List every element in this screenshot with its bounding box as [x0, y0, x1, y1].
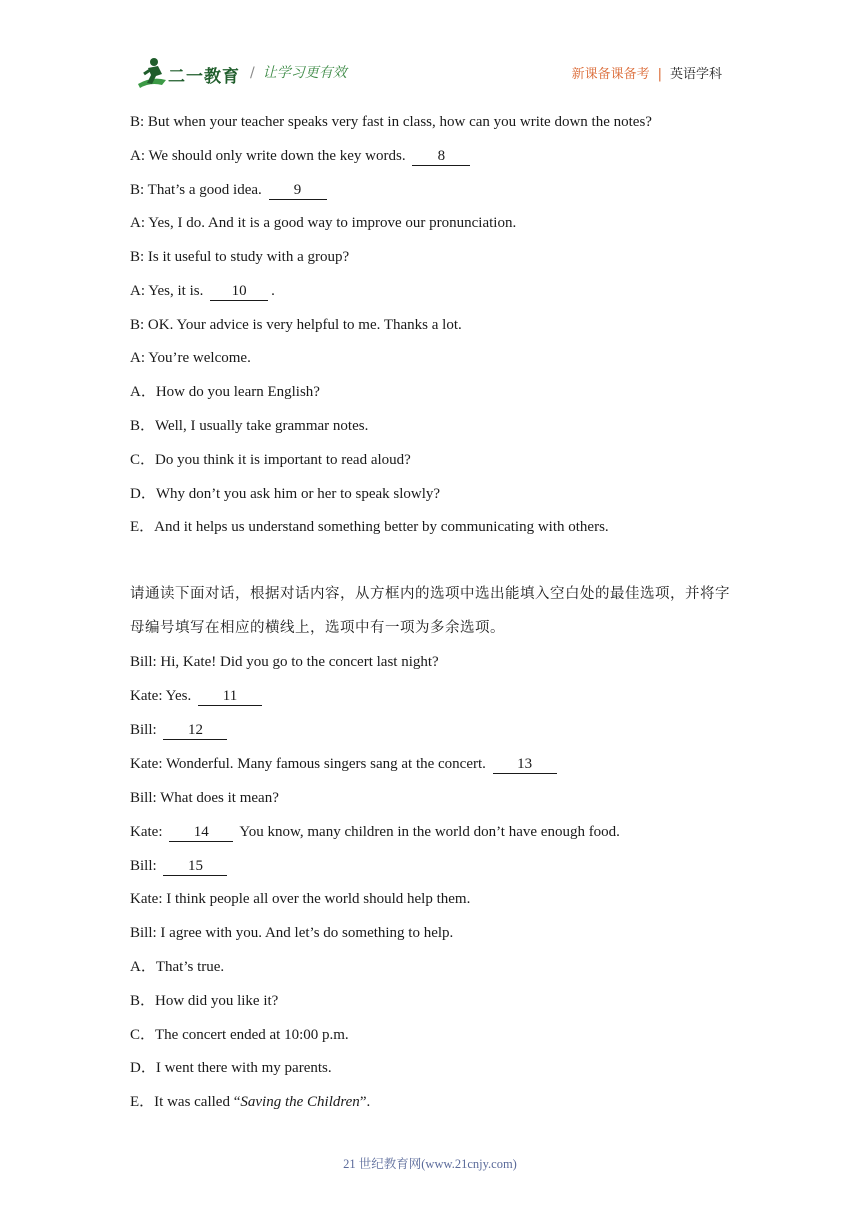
dialogue-line: A: You’re welcome. [130, 350, 251, 366]
answer-blank[interactable]: 11 [198, 688, 262, 706]
option-item: D．I went there with my parents. [130, 1060, 332, 1076]
slogan: / 让学习更有效 [250, 65, 347, 81]
page-header [0, 0, 860, 100]
dialogue-line: A: We should only write down the key words. 8 [130, 146, 473, 166]
answer-blank[interactable]: 15 [163, 858, 227, 876]
dialogue-line: Bill: 15 [130, 856, 230, 876]
page-footer: 21 世纪教育网(www.21cnjy.com) [343, 1157, 517, 1171]
dialogue-line: Kate: Wonderful. Many famous singers sang at the concert. 13 [130, 754, 560, 774]
option-item: C．The concert ended at 10:00 p.m. [130, 1027, 349, 1043]
option-item: D．Why don’t you ask him or her to speak slowly? [130, 486, 441, 502]
dialogue-line: A: Yes, it is. 10 . [130, 283, 275, 299]
dialogue-line: Bill: Hi, Kate! Did you go to the concert last night? [130, 654, 439, 670]
dialogue-line: Kate: 14 You know, many children in the world don’t have enough food. [130, 824, 620, 840]
answer-blank[interactable]: 14 [169, 824, 233, 842]
option-item: A．How do you learn English? [130, 384, 320, 400]
instruction-line: 母编号填写在相应的横线上，选项中有一项为多余选项。 [130, 620, 505, 636]
answer-blank[interactable]: 12 [163, 722, 227, 740]
header-category: 新课备课备考 | 英语学科 [571, 67, 722, 82]
option-item: E．It was called “Saving the Children”. [130, 1094, 371, 1110]
answer-blank[interactable]: 10 [210, 283, 268, 301]
answer-blank[interactable]: 8 [412, 148, 470, 166]
dialogue-line: B: That’s a good idea. 9 [130, 180, 330, 200]
option-item: C．Do you think it is important to read aloud? [130, 452, 411, 468]
dialogue-line: B: OK. Your advice is very helpful to me. Thanks a lot. [130, 317, 462, 333]
dialogue-line: Bill: 12 [130, 720, 230, 740]
dialogue-line: Kate: I think people all over the world should help them. [130, 891, 471, 907]
option-item: A．That’s true. [130, 959, 225, 975]
dialogue-line: B: But when your teacher speaks very fast in class, how can you write down the notes? [130, 114, 652, 130]
dialogue-line: B: Is it useful to study with a group? [130, 249, 350, 265]
dialogue-line: Bill: What does it mean? [130, 790, 279, 806]
logo-text: 二一教育 [168, 67, 240, 87]
answer-blank[interactable]: 9 [269, 182, 327, 200]
option-item: B．How did you like it? [130, 993, 279, 1009]
dialogue-line: A: Yes, I do. And it is a good way to improve our pronunciation. [130, 215, 517, 231]
option-item: E．And it helps us understand something better by communicating with others. [130, 519, 609, 535]
dialogue-line: Bill: I agree with you. And let’s do something to help. [130, 925, 454, 941]
option-item: B．Well, I usually take grammar notes. [130, 418, 369, 434]
answer-blank[interactable]: 13 [493, 756, 557, 774]
instruction-line: 请通读下面对话，根据对话内容，从方框内的选项中选出能填入空白处的最佳选项，并将字 [130, 586, 730, 602]
dialogue-line: Kate: Yes. 11 [130, 686, 265, 706]
